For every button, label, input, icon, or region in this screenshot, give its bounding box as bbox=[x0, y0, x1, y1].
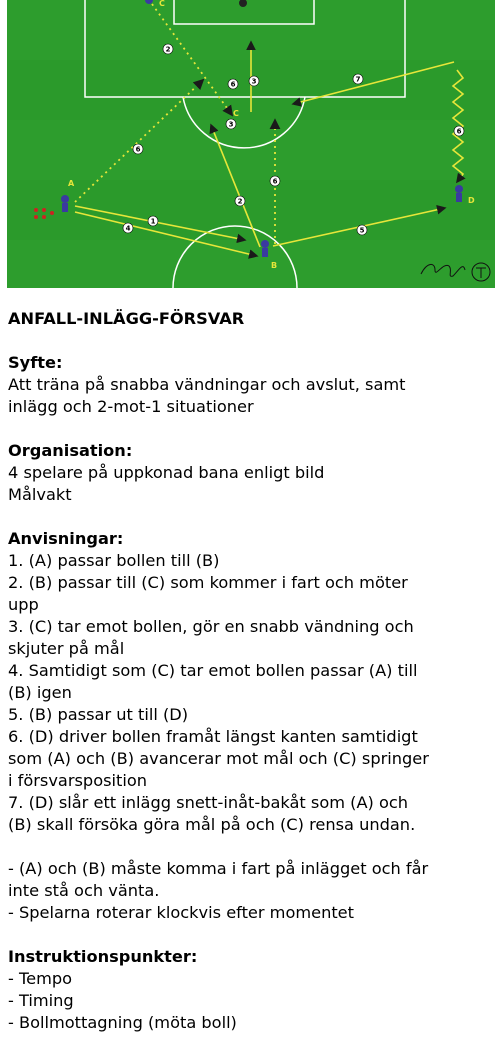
label-a: A bbox=[68, 179, 75, 188]
drill-description bbox=[8, 308, 494, 1056]
instruktionspunkter-heading: Instruktionspunkter: bbox=[8, 947, 198, 966]
svg-text:7: 7 bbox=[355, 75, 361, 84]
instruktionspunkt-line: - Timing bbox=[8, 991, 74, 1010]
badge-6d bbox=[454, 126, 464, 136]
section-anvisningar bbox=[8, 528, 494, 836]
svg-text:2: 2 bbox=[165, 45, 171, 54]
player-b bbox=[261, 240, 269, 257]
anvisning-line: 6. (D) driver bollen framåt längst kanten samtidigt bbox=[8, 727, 418, 746]
anvisning-line: 1. (A) passar bollen till (B) bbox=[8, 551, 220, 570]
player-d bbox=[455, 185, 463, 202]
badge-6b bbox=[228, 79, 238, 89]
anvisning-line: upp bbox=[8, 595, 39, 614]
svg-text:2: 2 bbox=[237, 197, 243, 206]
badge-2b bbox=[235, 196, 245, 206]
badge-4 bbox=[123, 223, 133, 233]
anvisning-line: som (A) och (B) avancerar mot mål och (C) springer bbox=[8, 749, 429, 768]
svg-text:6: 6 bbox=[272, 177, 278, 186]
organisation-line: 4 spelare på uppkonad bana enligt bild bbox=[8, 463, 325, 482]
anvisningar-heading: Anvisningar: bbox=[8, 529, 124, 548]
syfte-line: Att träna på snabba vändningar och avslut, samt bbox=[8, 375, 406, 394]
svg-text:6: 6 bbox=[230, 80, 236, 89]
section-notes bbox=[8, 858, 494, 924]
drill-diagram bbox=[7, 0, 495, 288]
note-line: - Spelarna roterar klockvis efter momentet bbox=[8, 903, 354, 922]
anvisning-line: 5. (B) passar ut till (D) bbox=[8, 705, 189, 724]
svg-text:1: 1 bbox=[150, 217, 156, 226]
anvisning-line: skjuter på mål bbox=[8, 639, 125, 658]
badge-3b bbox=[226, 119, 236, 129]
badge-3a bbox=[249, 76, 259, 86]
anvisning-line: (B) skall försöka göra mål på och (C) rensa undan. bbox=[8, 815, 416, 834]
organisation-line: Målvakt bbox=[8, 485, 72, 504]
syfte-line: inlägg och 2-mot-1 situationer bbox=[8, 397, 254, 416]
svg-text:3: 3 bbox=[251, 77, 257, 86]
anvisning-line: 7. (D) slår ett inlägg snett-inåt-bakåt som (A) och bbox=[8, 793, 409, 812]
anvisning-line: (B) igen bbox=[8, 683, 72, 702]
note-line: - (A) och (B) måste komma i fart på inlägget och får bbox=[8, 859, 429, 878]
instruktionspunkt-line: - Tempo bbox=[8, 969, 73, 988]
label-b: B bbox=[271, 261, 278, 270]
svg-text:3: 3 bbox=[228, 120, 234, 129]
badge-5 bbox=[357, 225, 367, 235]
anvisning-line: 4. Samtidigt som (C) tar emot bollen passar (A) till bbox=[8, 661, 418, 680]
svg-text:5: 5 bbox=[359, 226, 365, 235]
organisation-heading: Organisation: bbox=[8, 441, 133, 460]
page-title: ANFALL-INLÄGG-FÖRSVAR bbox=[8, 309, 245, 328]
svg-text:6: 6 bbox=[135, 145, 141, 154]
badge-6c bbox=[270, 176, 280, 186]
badge-7 bbox=[353, 74, 363, 84]
section-organisation bbox=[8, 440, 494, 506]
section-instruktionspunkter bbox=[8, 946, 494, 1034]
instruktionspunkt-line: - Bollmottagning (möta boll) bbox=[8, 1013, 237, 1032]
label-c2: C bbox=[233, 109, 239, 118]
badge-6a bbox=[133, 144, 143, 154]
note-line: inte stå och vänta. bbox=[8, 881, 160, 900]
svg-text:6: 6 bbox=[456, 127, 462, 136]
badge-1 bbox=[148, 216, 158, 226]
syfte-heading: Syfte: bbox=[8, 353, 63, 372]
svg-text:4: 4 bbox=[125, 224, 131, 233]
anvisning-line: 2. (B) passar till (C) som kommer i fart och möter bbox=[8, 573, 408, 592]
player-a bbox=[61, 195, 69, 212]
badge-2a bbox=[163, 44, 173, 54]
section-syfte bbox=[8, 352, 494, 418]
anvisning-line: i försvarsposition bbox=[8, 771, 148, 790]
label-d: D bbox=[468, 196, 475, 205]
label-c: C bbox=[159, 0, 165, 8]
anvisning-line: 3. (C) tar emot bollen, gör en snabb vändning och bbox=[8, 617, 414, 636]
